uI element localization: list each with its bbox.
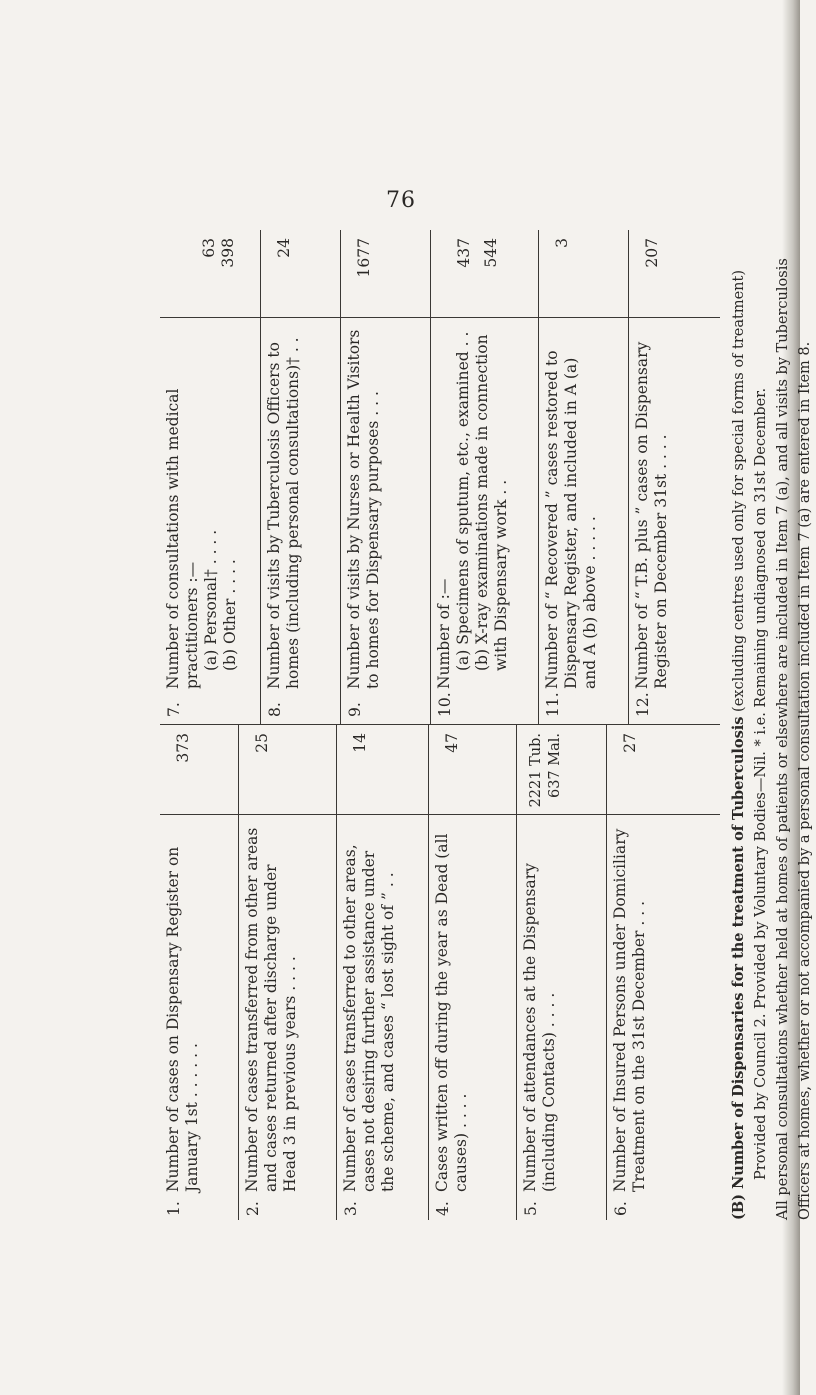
row-label: Number of Insured Persons under Domiciliary Treatment on the 31st December . . . [611,828,648,1192]
row-label [160,320,260,695]
row-index: 12. [634,692,652,717]
table-row [238,725,336,1220]
table-row [430,230,538,725]
row-value: 3 [553,238,571,248]
row-label: Number of cases transferred from other areas and cases returned after discharge under Head 3 in previous years . . . . [243,827,299,1192]
row-value: 373 [174,733,192,763]
row-value: 207 [643,238,661,268]
row-index: 4. [434,1201,452,1216]
footnote-heading: (B) Number of Dispensaries for the treatment of Tuberculosis [730,716,747,1220]
row-value: 47 [443,733,461,753]
table-row [160,230,260,725]
footnote-line: All personal consultations whether held at homes of patients or elsewhere are included in Item 7 (a), and all visits by Tuberculosis [775,258,791,1220]
row-label: Number of attendances at the Dispensary (including Contacts) . . . . [521,863,558,1192]
table-row [606,725,720,1220]
row-value-b: 398 [219,238,237,268]
table-row [336,725,428,1220]
row-index: 5. [522,1201,540,1216]
row-label: Number of cases on Dispensary Register on January 1st . . . . . . [164,846,201,1192]
row-value: 2221 Tub. 637 Mal. [528,733,563,808]
row-sub-label: (b) X-ray examinations made in connection with Dispensary work . . [473,334,510,671]
table-row [340,230,430,725]
table-row [628,230,720,725]
row-index: 10. [436,692,454,717]
row-value-a: 63 [200,238,218,258]
footnote-line: Provided by Council 2. Provided by Voluntary Bodies—Nil. * i.e. Remaining undiagnosed on 31st December. [753,387,769,1180]
footnote-line [728,90,750,1220]
row-value [160,230,260,318]
table-row [260,230,340,725]
row-index: 6. [612,1201,630,1216]
row-sub-label: (a) Specimens of sputum, etc., examined . . [454,331,472,671]
row-value [431,230,538,318]
footnotes [728,90,816,1220]
footnote-heading-rest: (excluding centres used only for special forms of treatment) [731,270,747,712]
row-index: 8. [266,702,284,717]
row-label-text: Number of :— [435,578,453,689]
row-label: Number of visits by Nurses or Health Visitors to homes for Dispensary purposes . . . [345,329,382,689]
row-index: 1. [165,1201,183,1216]
row-value: 1677 [355,238,373,278]
row-value-a: 437 [455,238,473,268]
row-label: Number of “ Recovered ” cases restored to Dispensary Register, and included in A (a) and A (b) above . . . . . [543,350,599,689]
row-value: 24 [275,238,293,258]
page-number: 76 [386,188,416,213]
row-value: 14 [351,733,369,753]
table-row [538,230,628,725]
row-index: 9. [346,702,364,717]
row-sub-label: (b) Other . . . . [221,559,239,671]
row-index: 2. [244,1201,262,1216]
row-value-b: 544 [482,238,500,268]
footnote-line: Officers at homes, whether or not accompanied by a personal consultation included in Item 7 (a) are entered in Item 8. [797,341,813,1220]
dispensary-statistics-table [160,230,720,1220]
row-index: 3. [342,1201,360,1216]
row-sub-label: (a) Personal† . . . . [202,529,220,671]
row-label: Cases written off during the year as Dead (all causes) . . . . [433,833,470,1192]
table-row [160,725,238,1220]
table-row [428,725,516,1220]
row-label: Number of visits by Tuberculosis Officers to homes (including personal consultations)† . . [265,337,302,689]
row-label [431,320,538,695]
row-index: 11. [544,692,562,717]
rotated-table-sheet [160,230,813,1220]
row-label-text: Number of consultations with medical practitioners :— [164,388,201,689]
row-index: 7. [165,702,183,717]
table-row [516,725,606,1220]
row-label: Number of “ T.B. plus ” cases on Dispensary Register on December 31st . . . . [633,341,670,689]
row-label: Number of cases transferred to other areas, cases not desiring further assistance under the scheme, and cases “ lost sight of ” . . [341,844,397,1192]
row-value: 27 [621,733,639,753]
row-value: 25 [253,733,271,753]
